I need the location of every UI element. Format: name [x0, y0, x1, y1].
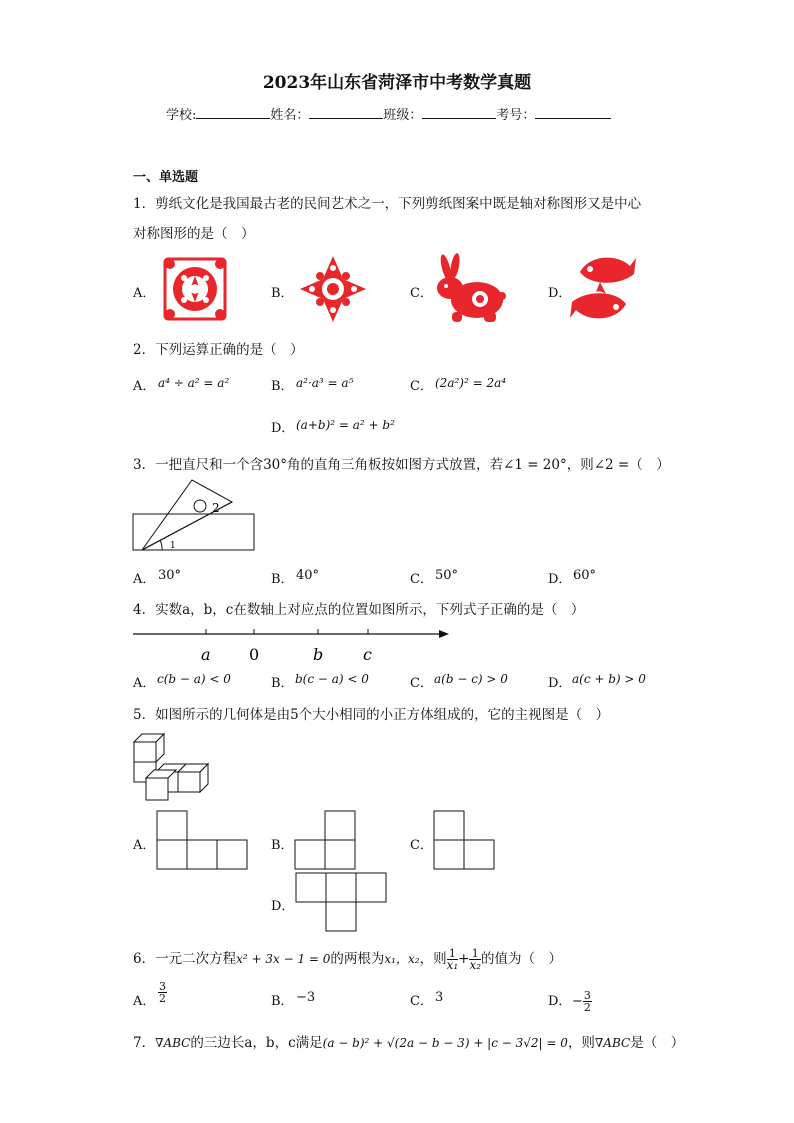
q6-option-b-label[interactable]: B．	[271, 994, 294, 1009]
q4-number-line	[133, 624, 453, 666]
q6-stem-pre: 6．一元二次方程	[133, 951, 237, 967]
q6-stem	[133, 947, 562, 971]
q4-option-b-label[interactable]: B．	[271, 676, 294, 691]
q6-option-a-value: $\frac{3}{2}$	[159, 980, 166, 1005]
q5-stem: 5．如图所示的几何体是由5个大小相同的小正方体组成的，它的主视图是（ ）	[133, 707, 610, 723]
class-label: 班级：	[383, 108, 423, 123]
q6-equation: x² + 3x − 1 = 0	[236, 952, 331, 966]
q2-option-b-expr: a²·a³ = a⁵	[296, 376, 354, 390]
q4-option-a-expr: c(b − a) < 0	[157, 672, 231, 686]
school-blank[interactable]	[196, 106, 270, 119]
q7-stem-post: ，则	[567, 1035, 595, 1051]
papercut-a-icon[interactable]	[162, 256, 228, 322]
q5-option-d-view[interactable]	[295, 872, 387, 932]
q4-option-c-label[interactable]: C．	[410, 676, 433, 691]
q3-option-a-label[interactable]: A．	[133, 572, 156, 587]
q7-stem	[133, 1031, 684, 1051]
q7-stem-mid: 的三边长a，b，c满足	[190, 1035, 323, 1051]
q2-option-a-expr: a⁴ ÷ a² = a²	[158, 376, 230, 390]
q1-stem-line2: 对称图形的是（ ）	[133, 226, 255, 242]
q4-option-d-expr: a(c + b) > 0	[572, 672, 646, 686]
q6-option-b-value: −3	[296, 990, 316, 1005]
q6-plus: +	[458, 951, 470, 967]
q3-option-d-value: 60°	[573, 568, 597, 583]
papercut-b-icon[interactable]	[298, 254, 368, 324]
class-blank[interactable]	[422, 106, 496, 119]
q3-option-c-label[interactable]: C．	[410, 572, 433, 587]
q1-stem-line1: 1．剪纸文化是我国最古老的民间艺术之一，下列剪纸图案中既是轴对称图形又是中心	[133, 196, 642, 212]
q1-option-b-label[interactable]: B．	[271, 286, 294, 301]
q4-option-a-label[interactable]: A．	[133, 676, 156, 691]
q4-option-c-expr: a(b − c) > 0	[434, 672, 508, 686]
q1-option-d-label[interactable]: D．	[548, 286, 572, 301]
q7-triangle: ∇ABC	[155, 1036, 191, 1050]
page-title: 2023年山东省菏泽市中考数学真题	[262, 73, 532, 93]
name-label: 姓名：	[270, 108, 310, 123]
q1-option-a-label[interactable]: A．	[133, 286, 156, 301]
q2-option-a-label[interactable]: A．	[133, 379, 156, 394]
q2-option-c-label[interactable]: C．	[410, 379, 433, 394]
q2-option-d-expr: (a+b)² = a² + b²	[296, 418, 395, 432]
q3-option-a-value: 30°	[158, 568, 182, 583]
q3-option-b-label[interactable]: B．	[271, 572, 294, 587]
q7-condition: (a − b)² + √(2a − b − 3) + |c − 3√2| = 0	[322, 1036, 568, 1050]
q6-option-a-label[interactable]: A．	[133, 994, 156, 1009]
q3-option-c-value: 50°	[435, 568, 459, 583]
q5-option-c-view[interactable]	[433, 810, 495, 870]
q3-angle-2-label: 2	[212, 501, 220, 515]
school-label: 学校:	[166, 108, 197, 123]
q6-option-d-label[interactable]: D．	[548, 994, 572, 1009]
axis-label-b: b	[313, 645, 324, 664]
exam-no-blank[interactable]	[535, 106, 611, 119]
q5-option-b-label[interactable]: B．	[271, 838, 294, 853]
q7-stem-pre: 7．	[133, 1035, 156, 1051]
q3-angle-1-label: 1	[170, 541, 176, 551]
q4-option-b-expr: b(c − a) < 0	[295, 672, 369, 686]
student-info-row	[166, 104, 611, 123]
q2-stem: 2．下列运算正确的是（ ）	[133, 342, 304, 358]
axis-label-0: 0	[249, 645, 260, 664]
q5-option-d-label[interactable]: D．	[271, 899, 295, 914]
section-heading: 一、单选题	[133, 170, 199, 185]
q5-option-c-label[interactable]: C．	[410, 838, 433, 853]
q5-option-a-label[interactable]: A．	[133, 838, 156, 853]
axis-label-a: a	[201, 645, 211, 664]
q4-option-d-label[interactable]: D．	[548, 676, 572, 691]
q6-stem-post: 的值为（ ）	[481, 951, 563, 967]
q6-option-c-value: 3	[435, 990, 444, 1005]
q2-option-b-label[interactable]: B．	[271, 379, 294, 394]
q6-option-d-value: − $\frac{3}{2}$	[572, 989, 591, 1014]
q3-option-d-label[interactable]: D．	[548, 572, 572, 587]
q7-stem-end: 是（ ）	[630, 1035, 685, 1051]
q3-stem: 3．一把直尺和一个含30°角的直角三角板按如图方式放置，若∠1 = 20°，则∠2 =（ ）	[133, 457, 670, 473]
axis-label-c: c	[363, 645, 372, 664]
papercut-d-fish-icon[interactable]	[570, 252, 636, 324]
q6-fraction-1: $\frac{1}{\text{x₁}}$	[446, 947, 459, 972]
q1-option-c-label[interactable]: C．	[410, 286, 433, 301]
q7-triangle-2: ∇ABC	[594, 1036, 631, 1050]
q4-stem: 4．实数a，b，c在数轴上对应点的位置如图所示，下列式子正确的是（ ）	[133, 602, 585, 618]
q6-fraction-2: $\frac{1}{\text{x₂}}$	[469, 947, 482, 972]
q2-option-d-label[interactable]: D．	[271, 421, 295, 436]
q3-option-b-value: 40°	[296, 568, 320, 583]
q5-option-b-view[interactable]	[294, 810, 356, 870]
papercut-c-rabbit-icon[interactable]	[432, 254, 506, 326]
q2-option-c-expr: (2a²)² = 2a⁴	[435, 376, 507, 390]
name-blank[interactable]	[309, 106, 383, 119]
q5-option-a-view[interactable]	[156, 810, 248, 870]
q3-ruler-triangle-figure	[132, 478, 258, 554]
q6-stem-then: ，则	[419, 951, 447, 967]
q5-cube-solid-figure	[132, 732, 216, 802]
q6-stem-mid: 的两根为	[330, 951, 385, 967]
q6-option-c-label[interactable]: C．	[410, 994, 433, 1009]
exam-no-label: 考号：	[496, 108, 536, 123]
q6-roots: x₁，x₂	[384, 952, 420, 966]
